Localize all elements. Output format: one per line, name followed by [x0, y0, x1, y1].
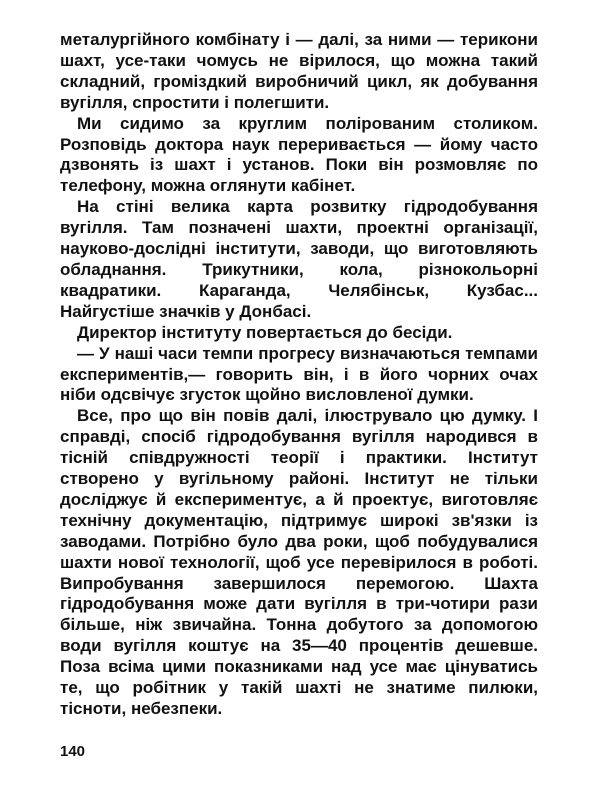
paragraph-continued: металургійного комбінату і — далі, за ними — терикони шахт, усе-таки чомусь не вірилося, що можна такий складний, громіздкий виробничий цикл, як добування вугілля, спростити і полегшити. — [60, 30, 538, 112]
paragraph-wall-map: На стіні велика карта розвитку гідродобування вугілля. Там позначені шахти, проектні організації, науково-дослідні інститути, заводи, що виготовляють обладнання. Трикутники, кола, різнокольорні квадратики. Караганда, Челябінськ, Кузбас... Найгустіше значків у Донбасі. — [60, 197, 538, 321]
paragraph-director-returns: Директор інституту повертається до бесіди. — [77, 322, 453, 342]
paragraph-dialogue: — У наші часи темпи прогресу визначаються темпами експериментів,— говорить він, і в його чорних очах ніби одсвічує згусток щойно висловленої думки. — [60, 343, 538, 405]
paragraph-hydromining: Все, про що він повів далі, ілюструвало цю думку. І справді, спосіб гідродобування вугілля народився в тісній співдружності теорії і практики. Інститут створено у вугільному районі. Інститут не тільки досліджує й експериментує, а й проектує, виготовляє технічну документацію, підтримує широкі зв'язки із заводами. Потрібно було два роки, щоб побудувалися шахти нової технології, щоб усе перевірилося в роботі. Випробування завершилося перемогою. Шахта гідродобування може дати вугілля в три-чотири рази більше, ніж звичайна. Тонна добутого за допомогою води вугілля коштує на 35—40 процентів дешевше. Поза всіма цими показниками над усе має цінуватись те, що робітник у такій шахті не знатиме пилюки, тісноти, небезпеки. — [60, 406, 538, 718]
page-number: 140 — [60, 743, 86, 760]
page-text — [60, 30, 538, 720]
paragraph-round-table: Ми сидимо за круглим полірованим столиком. Розповідь доктора наук переривається — йому часто дзвонять із шахт і установ. Поки він розмовляє по телефону, можна оглянути кабінет. — [60, 113, 538, 196]
